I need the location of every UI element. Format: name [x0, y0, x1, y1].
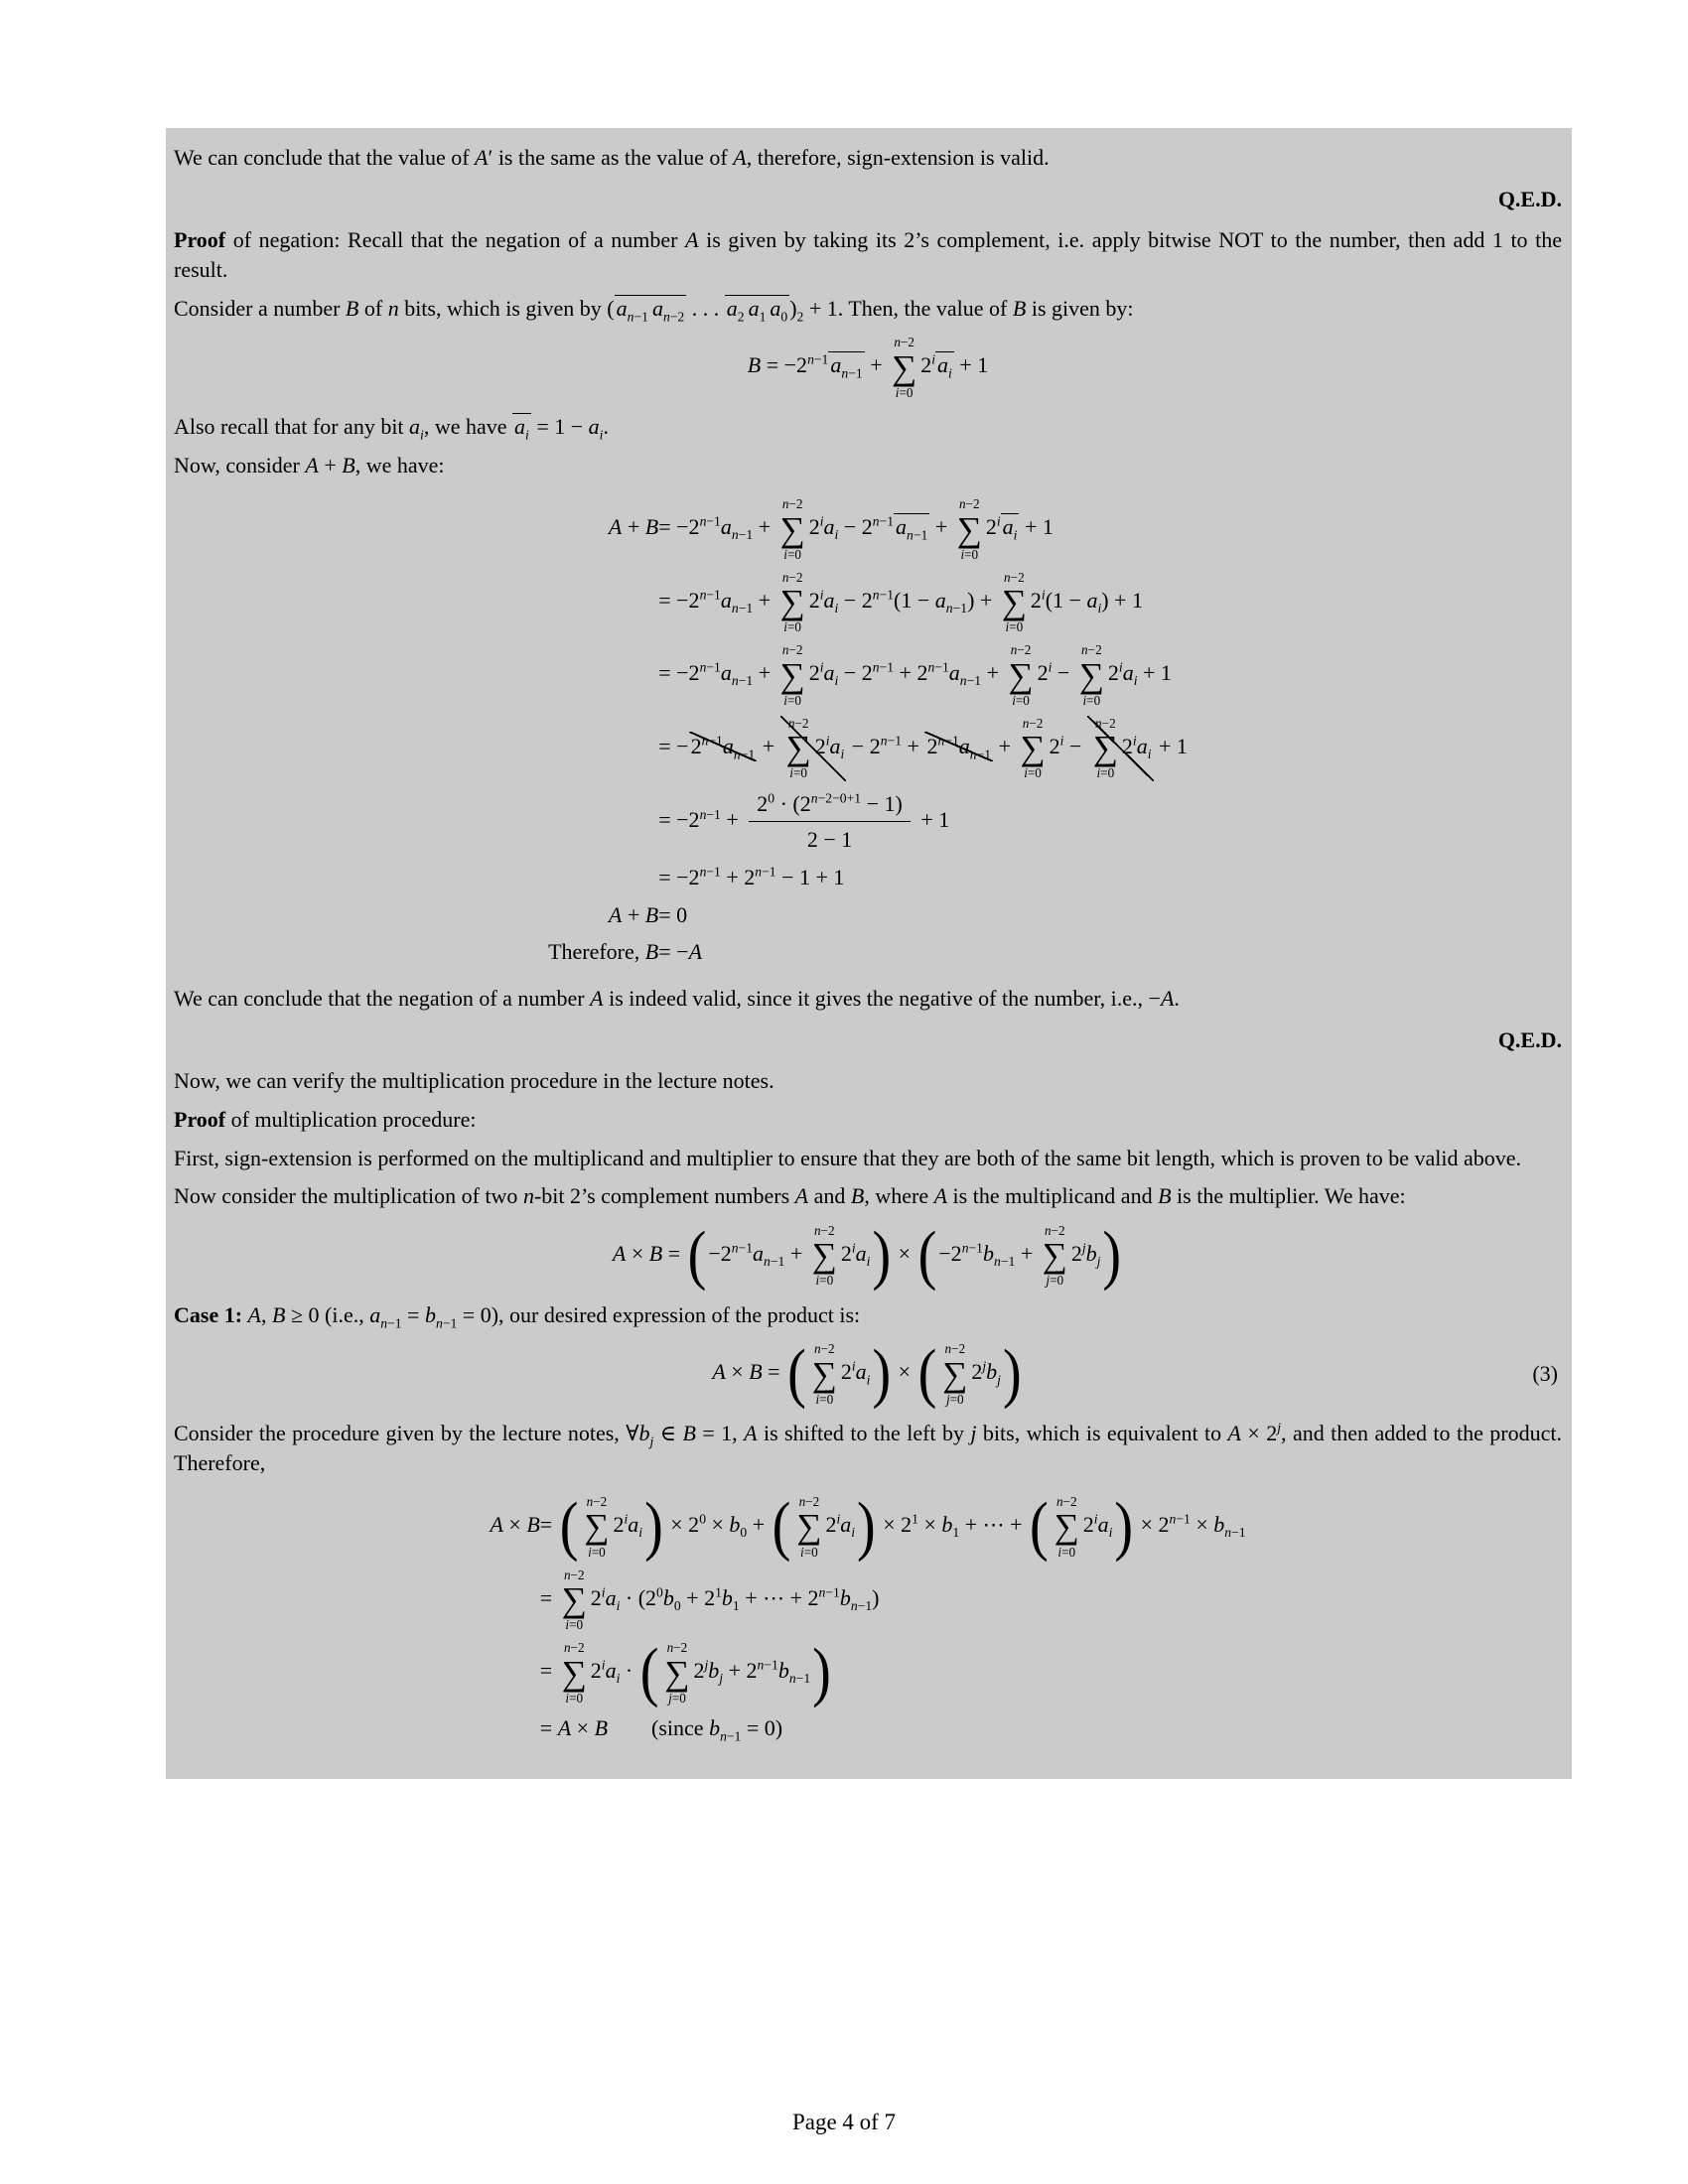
equation-rhs: = $-2^{n-1}a_{n-1}$ + n−2 ∑ i=0 $2^ia_i - 2^{n-1}a_{n-1}$ + n−2 ∑ i=0 $2^ia_i + 1$: [658, 496, 1054, 562]
equation-row: [548, 570, 1188, 635]
summation-symbol: n−2 ∑ i=0: [811, 1223, 837, 1289]
summation-symbol: n−2 ∑ i=0: [956, 496, 982, 562]
cancelled-term: n−2 ∑ i=0 $2^ia_i$: [1087, 716, 1154, 781]
derivation-multiplication: [490, 1486, 1245, 1750]
paragraph-first-sign-extension: First, sign-extension is performed on the multiplicand and multiplier to ensure that they are both of the same bit length, which is proven to be valid above.: [174, 1145, 1521, 1170]
equation-b-value: $B = -2^{n-1}a_{n-1}$ + n−2 ∑ i=0 $2^ia_i + 1$: [747, 335, 989, 400]
paragraph-sign-extension-conclusion: We can conclude that the value of A′ is the same as the value of A, therefore, sign-extension is valid.: [174, 145, 1050, 170]
equation-row: [490, 1640, 1245, 1706]
paragraph-also-recall: Also recall that for any bit $a_i$, we have $a_i = 1 - a_i$.: [174, 413, 609, 443]
summation-symbol: n−2 ∑ i=0: [1054, 1494, 1079, 1560]
summation-symbol: n−2 ∑ i=0: [796, 1494, 822, 1560]
equation-rhs: = ( n−2 ∑ i=0 $2^ia_i) \times 2^0 \times b_0$ + ( n−2 ∑ i=0 $2^ia_i) \times 2^1 \times b_1$ + ⋯ + ( n−2 ∑ i=0 $2^ia_i) \times 2^{n-1} \times b_{n-1}$: [539, 1490, 1246, 1564]
overline-term: $a_i$: [1002, 514, 1018, 543]
equation-row: [548, 496, 1188, 562]
overline-term: $a_{n-1}$: [896, 514, 928, 543]
equation-rhs: = $-2^{n-1}a_{n-1}$ + n−2 ∑ i=0 $2^ia_i - 2^{n-1} + 2^{n-1}a_{n-1}$ + n−2 ∑ i=0 $2^i$ − n−2 ∑ i=0 $2^ia_i + 1$: [658, 716, 1188, 781]
cancelled-term: $2^{n-1}a_{n-1}$: [690, 733, 756, 762]
equation-row: [548, 642, 1188, 708]
equation-row: [548, 789, 1188, 855]
overline-term: $a_i$: [937, 352, 952, 381]
equation-rhs: = $-2^{n-1}a_{n-1}$ + n−2 ∑ i=0 $2^ia_i - 2^{n-1} + 2^{n-1}a_{n-1}$ + n−2 ∑ i=0 $2^i$ − n−2 ∑ i=0 $2^ia_i + 1$: [658, 642, 1172, 708]
paragraph-negation-conclusion: We can conclude that the negation of a number A is indeed valid, since it gives the negative of the number, i.e., −A.: [174, 985, 1180, 1011]
equation-lhs: A + B: [608, 514, 659, 540]
cancelled-term: $2^{n-1}a_{n-1}$: [926, 733, 992, 762]
paragraph-proof-negation: Proof of negation: Recall that the negation of a number A is given by taking its 2’s complement, i.e. apply bitwise NOT to the number, then add 1 to the result.: [174, 227, 1562, 283]
overline-term: $a_2$: [726, 295, 745, 325]
equation-lhs: [490, 1640, 539, 1706]
summation-symbol: n−2 ∑ i=0: [779, 496, 805, 562]
equation-row: [548, 863, 1188, 892]
summation-symbol: n−2 ∑ i=0: [779, 642, 805, 708]
summation-symbol: n−2 ∑ i=0: [779, 569, 805, 635]
equation-lhs: [548, 716, 658, 781]
equation-lhs: [548, 570, 658, 635]
equation-lhs: [548, 642, 658, 708]
summation-symbol: n−2 ∑ j=0: [664, 1640, 690, 1706]
summation-symbol: n−2 ∑ j=0: [942, 1341, 968, 1407]
summation-symbol: n−2 ∑ i=0: [584, 1494, 610, 1560]
fraction: $\frac{2^0 \cdot (2^{n-2-0+1} - 1)}{2 - 1}$: [749, 789, 911, 855]
summation-symbol: n−2 ∑ i=0: [1008, 642, 1034, 708]
equation-rhs: = n−2 ∑ i=0 $2^ia_i \cdot (2^0b_0 + 2^1b_1$ + ⋯ + $2^{n-1}b_{n-1}$): [539, 1567, 880, 1633]
overline-term: $a_1$: [748, 295, 767, 325]
equation-row: [490, 1568, 1245, 1633]
equation-rhs: = A × B (since $b_{n-1} = 0$): [539, 1714, 783, 1744]
summation-symbol: n−2 ∑ i=0: [561, 1640, 587, 1706]
overline-term: $a_0$: [770, 295, 788, 325]
summation-symbol: n−2 ∑ i=0: [1001, 569, 1027, 635]
summation-symbol: n−2 ∑ i=0: [561, 1567, 587, 1633]
equation-row-cancellation: [548, 716, 1188, 781]
equation-lhs: [490, 1713, 539, 1743]
derivation-a-plus-b: [548, 488, 1188, 975]
overline-term: $a_{n-1}$: [830, 352, 863, 381]
paragraph-now-consider-multiplication: Now consider the multiplication of two n-bit 2’s complement numbers A and B, where A is the multiplicand and B is the multiplier. We have:: [174, 1183, 1406, 1209]
equation-row: [490, 1494, 1245, 1560]
equation-rhs: = $-2^{n-1}$ + $\frac{2^0 \cdot (2^{n-2-0+1} - 1)}{2 - 1}$ + 1: [658, 789, 1188, 855]
equation-rhs: = $-2^{n-1} + 2^{n-1} - 1 + 1$: [658, 864, 845, 889]
overline-term: $a_i$: [514, 413, 529, 443]
cancelled-term: n−2 ∑ i=0 $2^ia_i$: [780, 716, 847, 781]
qed-label-negation-intro: Q.E.D.: [1497, 186, 1562, 211]
summation-symbol: n−2 ∑ i=0: [1020, 716, 1046, 781]
equation-axb-definition: $A \times B = (-2^{n-1}a_{n-1}$ + n−2 ∑ i=0 $2^ia_i) \times (-2^{n-1}b_{n-1}$ + n−2 ∑ j=0 $2^jb_j$): [612, 1219, 1122, 1293]
summation-symbol: n−2 ∑ j=0: [1042, 1223, 1067, 1289]
equation-lhs: Therefore, B: [548, 939, 659, 965]
paragraph-proof-multiplication: Proof of multiplication procedure:: [174, 1107, 477, 1133]
equation-3: A × B = ( n−2 ∑ i=0 $2^ia_i$) × ( n−2 ∑ j=0 $2^jb_j$): [712, 1337, 1022, 1411]
equation-lhs: A + B: [608, 901, 659, 927]
equation-lhs: A × B: [490, 1512, 540, 1538]
equation-row: [490, 1713, 1245, 1743]
qed-label-negation-end: Q.E.D.: [1497, 1026, 1562, 1052]
page-number: Page 4 of 7: [791, 2110, 897, 2134]
summation-symbol: n−2 ∑ i=0: [892, 335, 917, 400]
equation-3-wrapper: [174, 1337, 1562, 1411]
paragraph-case-1: Case 1: A, B ≥ 0 (i.e., $a_{n-1} = b_{n-1} = 0$), our desired expression of the product is:: [174, 1301, 861, 1331]
highlighted-text-body: [166, 128, 1572, 1779]
paragraph-consider-number-b: Consider a number B of n bits, which is given by ($a_{n-1}$ $a_{n-2}$ . . . $a_2$ $a_1$ $a_0)_2 + 1$. Then, the value of B is given by:: [174, 295, 1134, 325]
equation-row: [548, 937, 1188, 967]
paragraph-verify-multiplication: Now, we can verify the multiplication procedure in the lecture notes.: [174, 1068, 774, 1094]
equation-lhs: [490, 1568, 539, 1633]
overline-term: $a_{n-1}$: [616, 295, 648, 325]
summation-symbol: n−2 ∑ i=0: [811, 1341, 837, 1407]
equation-lhs: [548, 789, 658, 855]
overline-term: $a_{n-2}$: [651, 295, 685, 325]
equation-rhs: = −A: [658, 939, 703, 965]
summation-symbol: n−2 ∑ i=0: [1078, 642, 1104, 708]
summation-symbol: n−2 ∑ i=0: [1092, 716, 1118, 781]
equation-row: [548, 900, 1188, 930]
paragraph-consider-procedure: Consider the procedure given by the lecture notes, $\forall b_j$ ∈ B = 1, A is shifted to the left by j bits, which is equivalent to $A \times 2^j$, and then added to the product. Therefore,: [174, 1420, 1562, 1475]
equation-rhs: = n−2 ∑ i=0 $2^ia_i$ · ( n−2 ∑ j=0 $2^jb_j + 2^{n-1}b_{n-1}$): [539, 1636, 831, 1709]
paragraph-now-consider-a-plus-b: Now, consider A + B, we have:: [174, 452, 445, 478]
equation-number: (3): [1532, 1361, 1558, 1387]
equation-lhs: [548, 863, 658, 892]
equation-rhs: = 0: [658, 901, 688, 927]
equation-rhs: = $-2^{n-1}a_{n-1}$ + n−2 ∑ i=0 $2^ia_i - 2^{n-1}(1 - a_{n-1})$ + n−2 ∑ i=0 $2^i(1 - a_i) + 1$: [658, 569, 1143, 635]
summation-symbol: n−2 ∑ i=0: [785, 716, 811, 781]
